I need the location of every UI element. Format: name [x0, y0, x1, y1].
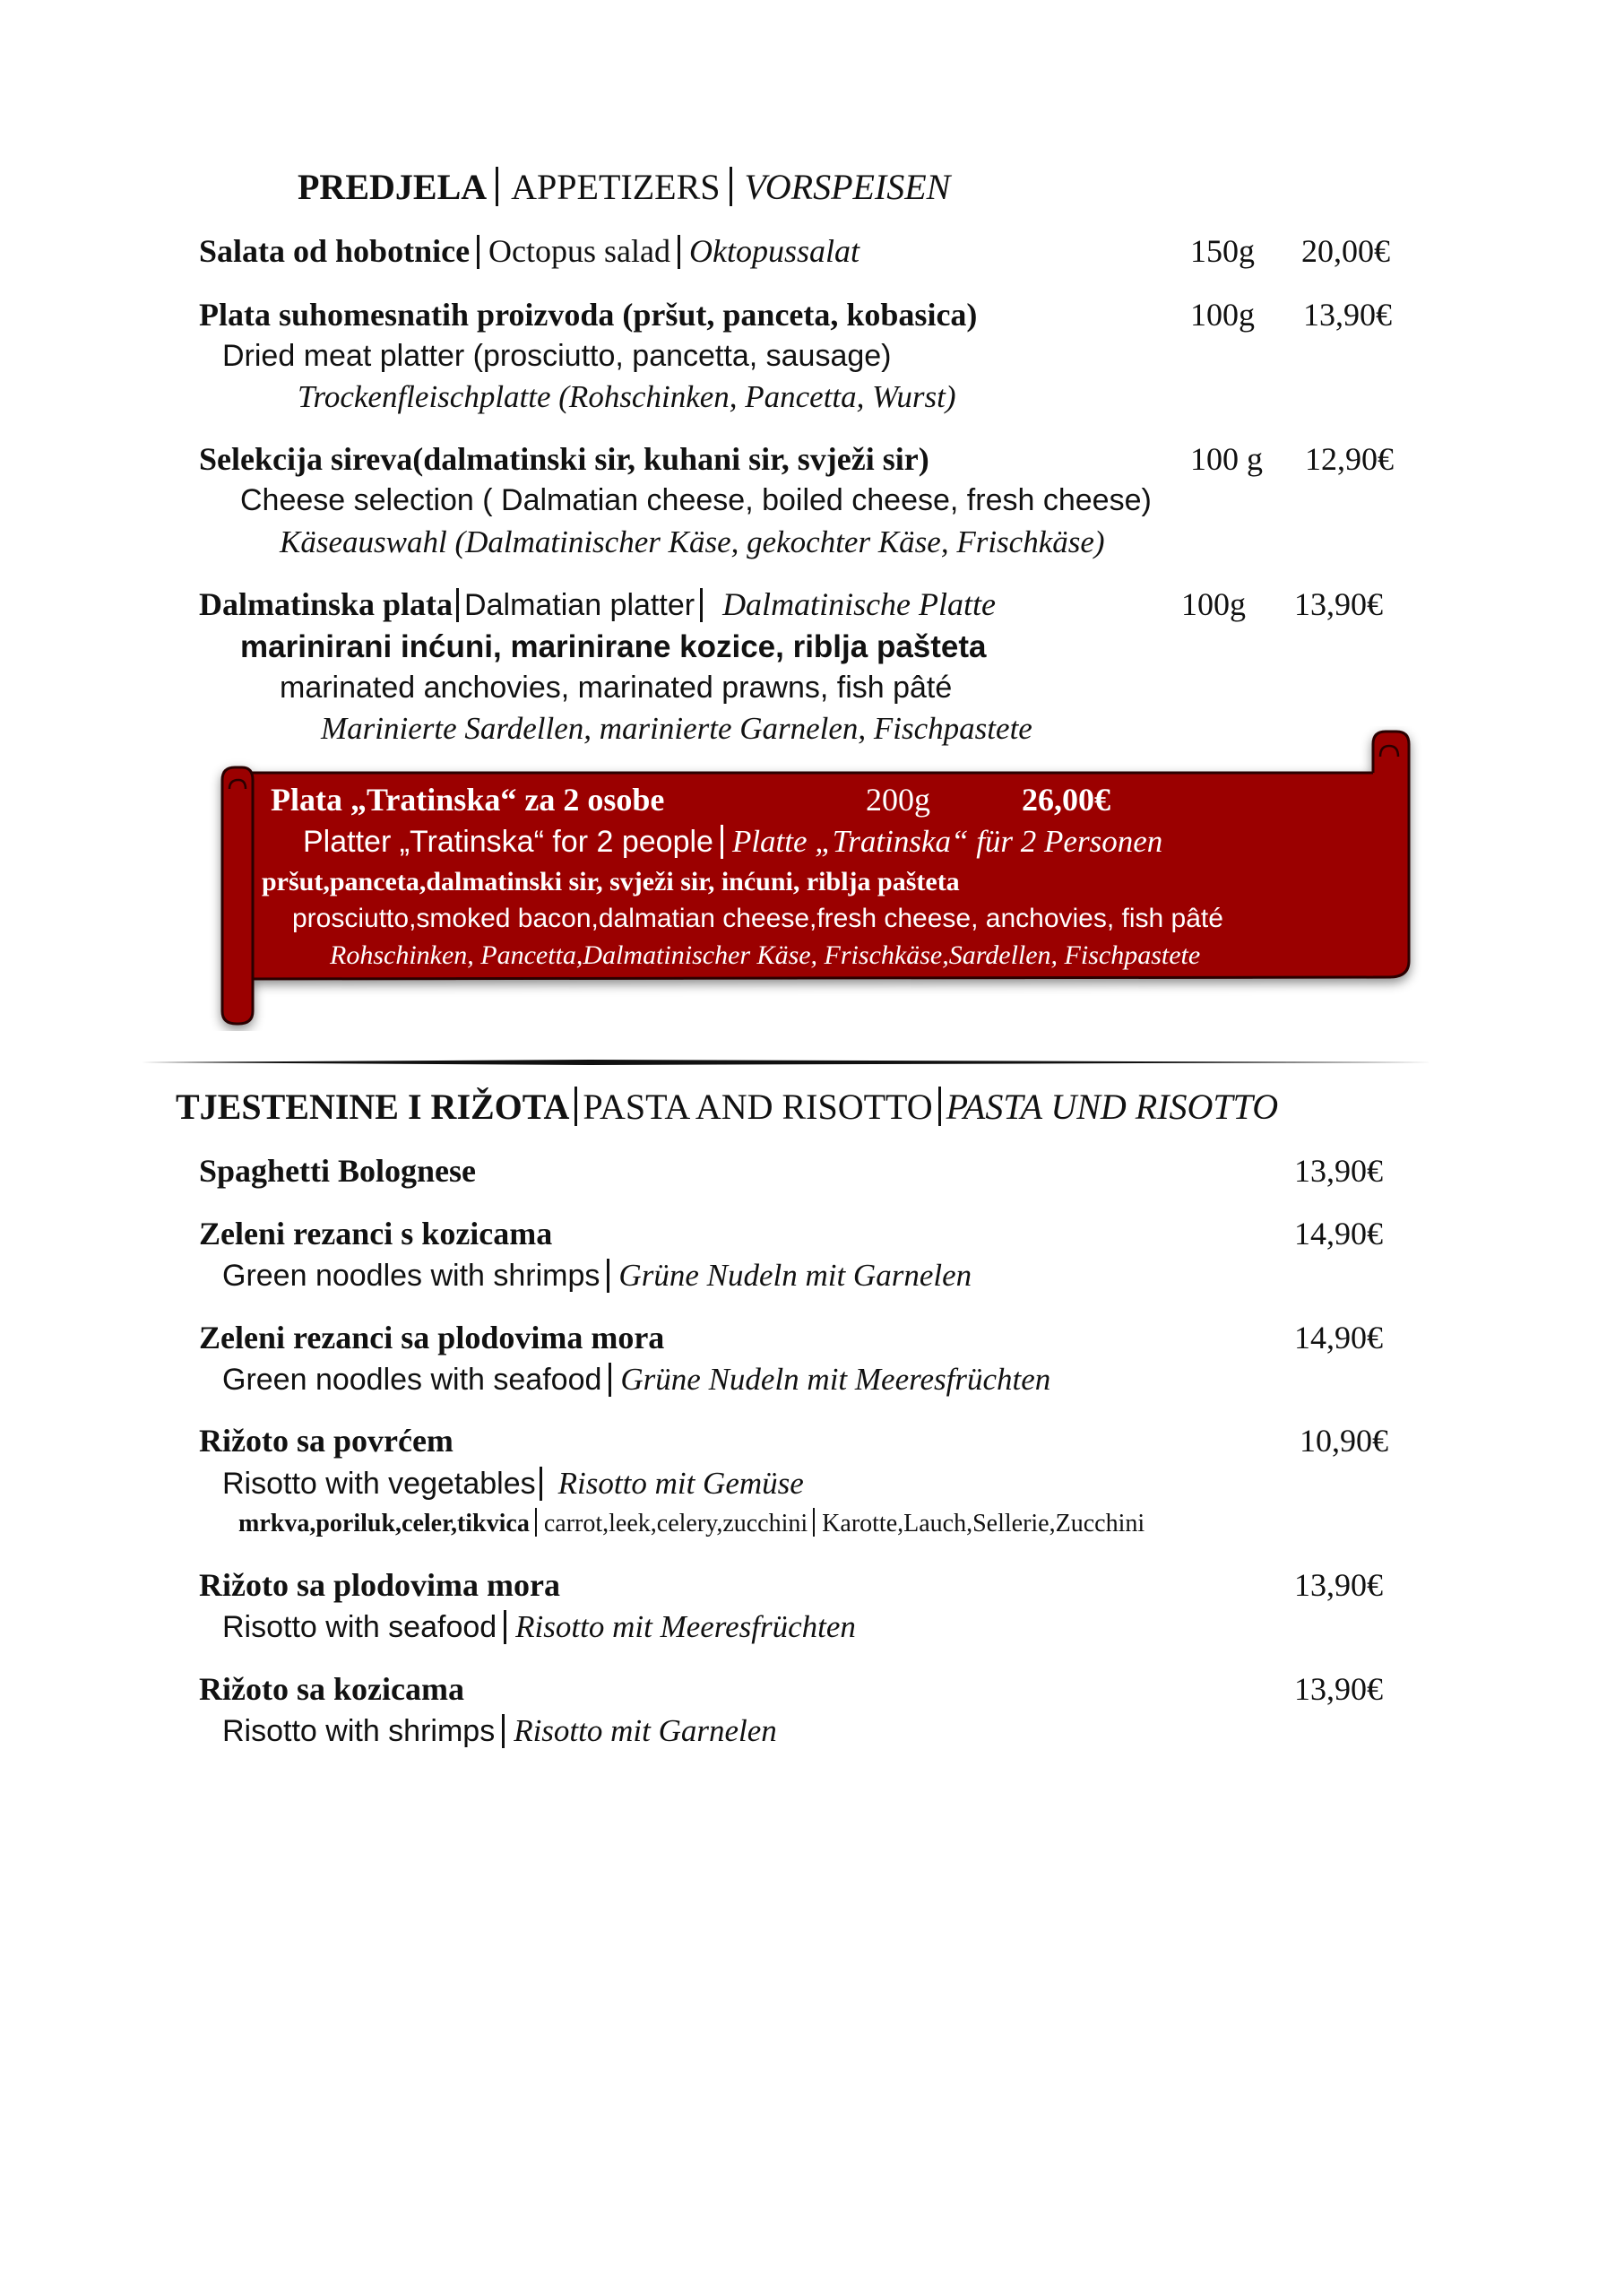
separator: [456, 588, 459, 622]
heading-de: VORSPEISEN: [744, 167, 951, 207]
item-price: 14,90€: [1294, 1320, 1383, 1355]
item-name-hr: Salata od hobotnice: [199, 233, 471, 269]
menu-item-subline: [222, 1363, 1050, 1397]
menu-item-subline: [222, 1610, 856, 1644]
item-name-de: Risotto mit Meeresfrüchten: [515, 1609, 856, 1644]
heading-hr: TJESTENINE I RIŽOTA: [176, 1087, 570, 1127]
menu-item-subline: [222, 1467, 804, 1501]
item-name-en: Dalmatian platter: [464, 588, 695, 622]
separator: [574, 1087, 577, 1126]
separator: [721, 825, 723, 859]
item-price: 13,90€: [1294, 1671, 1383, 1707]
item-name-de: Trockenfleischplatte (Rohschinken, Pancetta, Wurst): [298, 379, 956, 414]
special-name-hr: Plata „Tratinska“ za 2 osobe: [271, 782, 665, 818]
item-price: 20,00€: [1301, 233, 1390, 269]
separator: [502, 1714, 505, 1748]
item-name-en: Cheese selection ( Dalmatian cheese, boiled cheese, fresh cheese): [240, 483, 1152, 517]
special-weight: 200g: [866, 782, 930, 818]
item-price: 12,90€: [1305, 441, 1394, 477]
item-name-hr: Plata suhomesnatih proizvoda (pršut, panceta, kobasica): [199, 297, 978, 333]
menu-item-ingredients: [238, 1508, 1145, 1537]
special-title-line: [271, 784, 664, 816]
item-price: 13,90€: [1294, 586, 1383, 622]
separator: [535, 1508, 537, 1537]
item-name-de: Käseauswahl (Dalmatinischer Käse, gekochter Käse, Frischkäse): [280, 524, 1105, 559]
item-name-en: Octopus salad: [488, 233, 671, 269]
item-name-en: Risotto with shrimps: [222, 1714, 496, 1748]
appetizers-heading: [298, 167, 950, 206]
item-price: 13,90€: [1294, 1567, 1383, 1603]
item-name-en: Risotto with seafood: [222, 1610, 497, 1644]
item-weight: 100 g: [1190, 441, 1263, 477]
separator: [607, 1259, 609, 1293]
item-name-en: Dried meat platter (prosciutto, pancetta, sausage): [222, 339, 892, 373]
item-name-de: Grüne Nudeln mit Garnelen: [618, 1258, 972, 1293]
item-name-hr: Rižoto sa plodovima mora: [199, 1567, 560, 1603]
item-desc-en: marinated anchovies, marinated prawns, fish pâté: [280, 671, 953, 705]
item-ing-de: Karotte,Lauch,Sellerie,Zucchini: [822, 1510, 1145, 1537]
item-name-de: Grüne Nudeln mit Meeresfrüchten: [620, 1362, 1051, 1397]
item-price: 10,90€: [1300, 1423, 1388, 1459]
special-desc-de: Rohschinken, Pancetta,Dalmatinischer Käse, Frischkäse,Sardellen, Fischpastete: [330, 940, 1201, 970]
item-name-en: Risotto with vegetables: [222, 1467, 536, 1501]
item-weight: 100g: [1190, 297, 1255, 333]
separator: [813, 1508, 815, 1537]
item-name-de: Dalmatinische Platte: [722, 586, 997, 622]
separator: [477, 235, 479, 269]
item-ing-en: carrot,leek,celery,zucchini: [543, 1510, 808, 1537]
separator: [678, 235, 680, 269]
heading-en: APPETIZERS: [511, 167, 721, 207]
special-name-en: Platter „Tratinska“ for 2 people: [303, 825, 713, 859]
special-price: 26,00€: [1022, 782, 1110, 818]
item-name-hr: Zeleni rezanci s kozicama: [199, 1216, 553, 1251]
separator: [540, 1467, 542, 1501]
item-name-hr: Selekcija sireva(dalmatinski sir, kuhani sir, svježi sir): [199, 441, 929, 477]
separator: [730, 167, 732, 206]
menu-item-dalmatian-platter: [199, 588, 996, 622]
separator: [496, 167, 498, 206]
special-names: [303, 825, 1162, 859]
item-name-hr: Spaghetti Bolognese: [199, 1153, 477, 1189]
item-name-en: Green noodles with seafood: [222, 1363, 602, 1397]
item-name-de: Oktopussalat: [689, 233, 860, 269]
separator: [700, 588, 703, 622]
item-name-hr: Rižoto sa povrćem: [199, 1423, 454, 1459]
item-name-de: Risotto mit Gemüse: [557, 1466, 804, 1501]
special-name-de: Platte „Tratinska“ für 2 Personen: [731, 824, 1163, 859]
item-price: 13,90€: [1303, 297, 1392, 333]
pasta-heading: [176, 1087, 1278, 1126]
separator: [938, 1087, 941, 1126]
item-name-en: Green noodles with shrimps: [222, 1259, 600, 1293]
item-weight: 100g: [1181, 586, 1246, 622]
item-price: 14,90€: [1294, 1216, 1383, 1251]
item-weight: 150g: [1190, 233, 1255, 269]
item-name-hr: Zeleni rezanci sa plodovima mora: [199, 1320, 665, 1355]
item-name-hr: Dalmatinska plata: [199, 586, 454, 622]
menu-item-octopus-salad: [199, 235, 860, 269]
item-desc-de: Marinierte Sardellen, marinierte Garnelen, Fischpastete: [321, 711, 1032, 746]
separator: [504, 1610, 506, 1644]
item-name-de: Risotto mit Garnelen: [514, 1713, 777, 1748]
heading-de: PASTA UND RISOTTO: [946, 1087, 1279, 1127]
menu-item-subline: [222, 1714, 777, 1748]
item-ing-hr: mrkva,poriluk,celer,tikvica: [238, 1510, 530, 1537]
special-desc-en: prosciutto,smoked bacon,dalmatian cheese,fresh cheese, anchovies, fish pâté: [292, 904, 1223, 933]
special-desc-hr: pršut,panceta,dalmatinski sir, svježi sir, inćuni, riblja pašteta: [262, 867, 960, 896]
separator: [609, 1363, 611, 1397]
heading-hr: PREDJELA: [298, 167, 488, 207]
section-divider: [142, 1060, 1432, 1065]
item-name-hr: Rižoto sa kozicama: [199, 1671, 464, 1707]
item-desc-hr: marinirani inćuni, marinirane kozice, riblja pašteta: [240, 629, 987, 664]
item-price: 13,90€: [1294, 1153, 1383, 1189]
heading-en: PASTA AND RISOTTO: [583, 1087, 933, 1127]
menu-item-subline: [222, 1259, 972, 1293]
